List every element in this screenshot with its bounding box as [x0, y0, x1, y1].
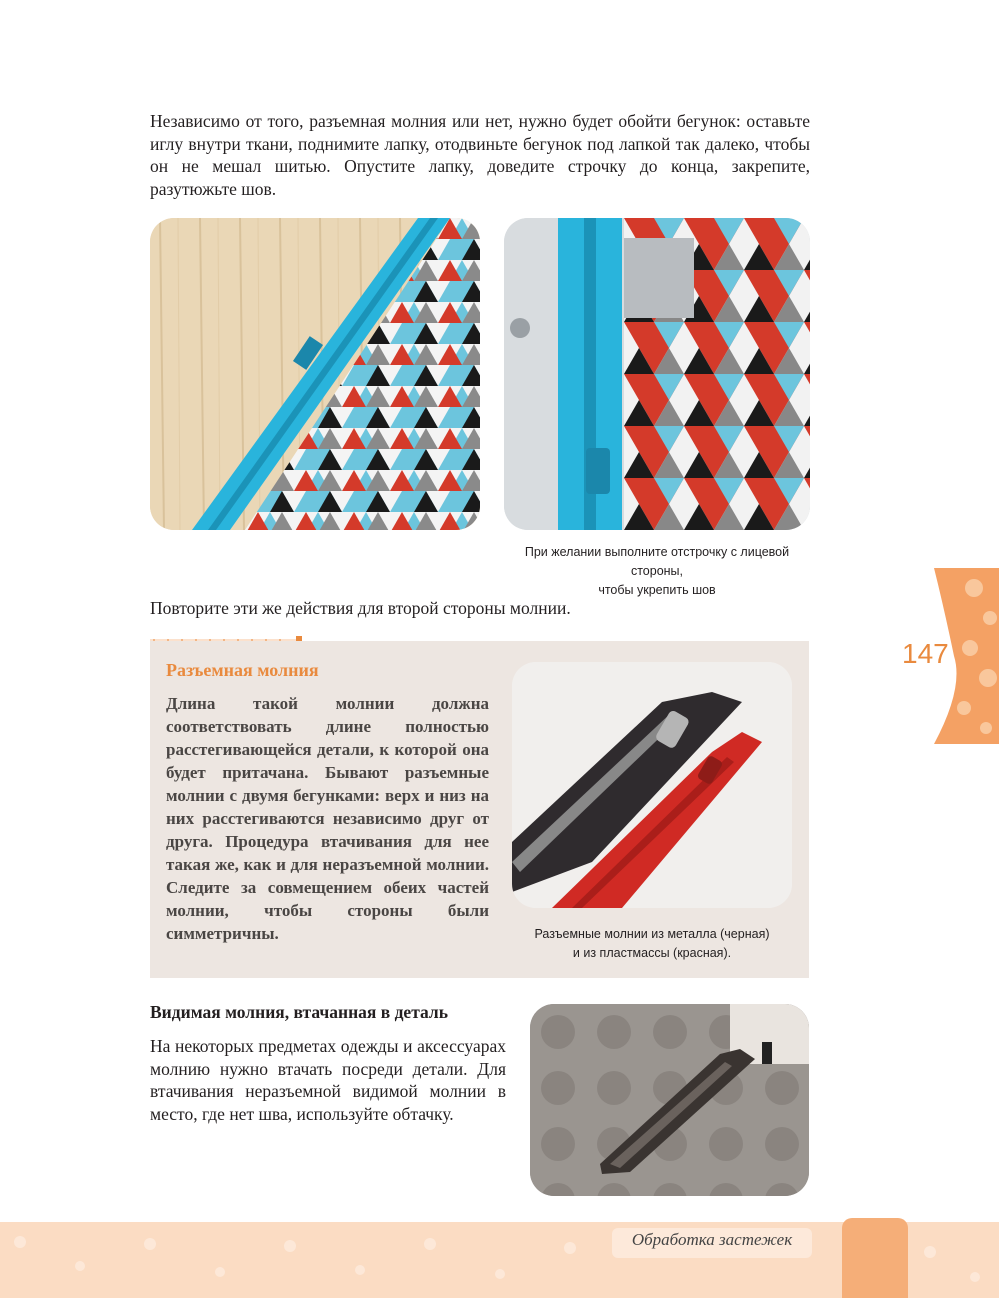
info-box-text: Длина такой молнии должна соответствовать длине полностью расстегивающейся детали, к которой она будет притачана. Бывают разъемные молнии с двумя бегунками: верх и низ на них расстегиваются независимо друг от друга. Процедура втачивания для нее такая же, как и для неразъемной молнии. Следите за совмещением обеих частей молнии, чтобы стороны были симметричны. — [166, 694, 489, 943]
caption-separating-line2: и из пластмассы (красная). — [572, 946, 732, 960]
section-heading: Видимая молния, втачанная в деталь — [150, 1002, 448, 1022]
photo-zipper-fabric — [150, 218, 480, 530]
photo-visible-zipper — [530, 1004, 809, 1196]
repeat-paragraph: Повторите эти же действия для второй стороны молнии. — [150, 598, 571, 618]
photo-separating-zippers — [512, 662, 792, 908]
footer-spine-decoration — [842, 1218, 908, 1298]
photo-sewing-foot — [504, 218, 810, 530]
caption-separating-line1: Разъемные молнии из металла (черная) — [534, 927, 770, 941]
chapter-label: Обработка застежек — [631, 1230, 793, 1249]
caption-topstitch-line2: чтобы укрепить шов — [598, 583, 716, 597]
caption-topstitch — [504, 543, 810, 600]
info-box-title: Разъемная молния — [166, 660, 319, 680]
intro-paragraph: Независимо от того, разъемная молния или нет, нужно будет обойти бегунок: оставьте иглу внутри ткани, поднимите лапку, отодвиньте бегунок под лапкой так далеко, чтобы он не мешал шитью. Опустите лапку, доведите строчку до конца, закрепите, разутюжьте шов. — [150, 111, 810, 199]
page-number: 147 — [902, 638, 949, 669]
caption-topstitch-line1: При желании выполните отстрочку с лицевой стороны, — [524, 545, 790, 578]
caption-separating — [512, 925, 792, 963]
section-paragraph: На некоторых предметах одежды и аксессуарах молнию нужно втачать посреди детали. Для втачивания неразъемной видимой молнии в место, где нет шва, используйте обтачку. — [150, 1036, 506, 1124]
